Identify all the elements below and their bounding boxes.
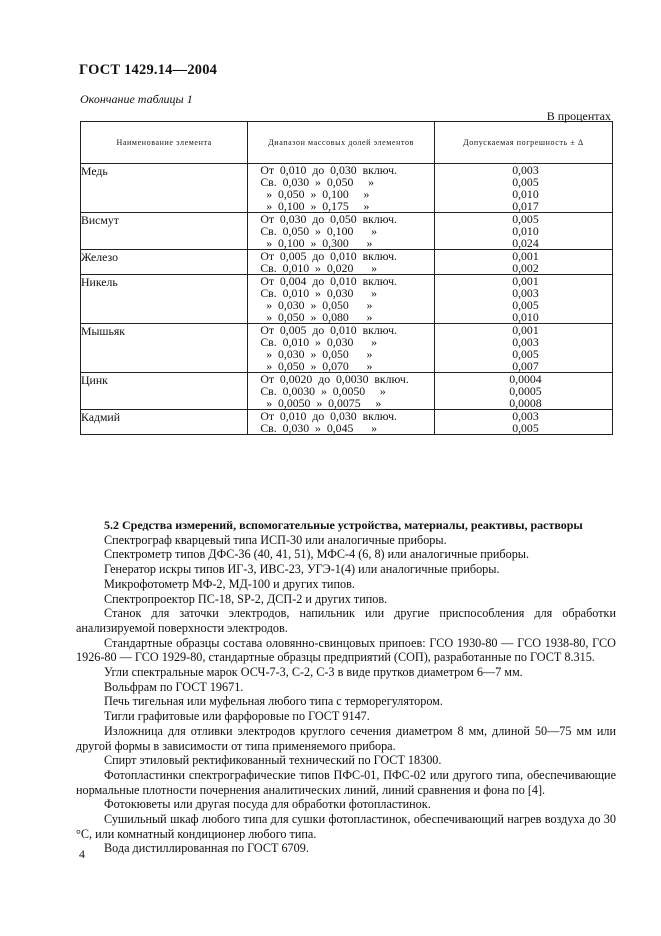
error-cell (434, 275, 612, 324)
error-value: 0,005 (512, 175, 539, 189)
range-cell (248, 164, 435, 213)
error-value: 0,010 (512, 310, 539, 324)
column-header-error: Допускаемая погрешность ± Δ (434, 122, 612, 164)
range-line: Св. 0,030 » 0,045 » (260, 421, 377, 435)
table-row (81, 213, 613, 250)
range-cell (248, 324, 435, 373)
range-line: Св. 0,010 » 0,020 » (260, 261, 377, 275)
section-paragraph: Вода дистиллированная по ГОСТ 6709. (104, 841, 309, 856)
range-line: Св. 0,050 » 0,100 » (260, 224, 377, 238)
range-line: » 0,030 » 0,050 » (260, 347, 373, 361)
element-name-cell: Мышьяк (81, 324, 248, 373)
section-paragraph: Генератор искры типов ИГ-3, ИВС-23, УГЭ-1(4) или аналогичные приборы. (104, 562, 500, 577)
error-value: 0,0004 (509, 372, 542, 386)
error-value: 0,010 (512, 187, 539, 201)
range-line: Св. 0,0030 » 0,0050 » (260, 384, 386, 398)
element-name-cell: Висмут (81, 213, 248, 250)
range-line: От 0,004 до 0,010 включ. (260, 274, 398, 288)
table-caption: Окончание таблицы 1 (80, 92, 193, 106)
section-paragraph: Спектрометр типов ДФС-36 (40, 41, 51), МФС-4 (6, 8) или аналогичные приборы. (104, 547, 530, 562)
table-row (81, 250, 613, 275)
error-value: 0,001 (512, 323, 539, 337)
error-value: 0,017 (512, 199, 539, 213)
range-line: Св. 0,030 » 0,050 » (260, 175, 375, 189)
range-line: Св. 0,010 » 0,030 » (260, 335, 377, 349)
error-cell (434, 324, 612, 373)
range-line: От 0,005 до 0,010 включ. (260, 249, 398, 263)
section-paragraph: Фотокюветы или другая посуда для обработки фотопластинок. (104, 797, 431, 812)
section-paragraph: Вольфрам по ГОСТ 19671. (104, 679, 244, 694)
error-value: 0,005 (512, 347, 539, 361)
range-line: От 0,010 до 0,030 включ. (260, 163, 398, 177)
table-row (81, 410, 613, 435)
element-name-cell: Кадмий (81, 410, 248, 435)
table-header-row (81, 122, 613, 164)
section-paragraph: Тигли графитовые или фарфоровые по ГОСТ 9147. (104, 709, 370, 724)
range-line: От 0,030 до 0,050 включ. (260, 212, 398, 226)
section-paragraph: Фотопластинки спектрографические типов ПФС-01, ПФС-02 или другого типа, обеспечивающие нормальные плотности почернения аналитических линий, линий сравнения и фона по [4]. (76, 767, 616, 797)
section-paragraphs (76, 533, 616, 856)
error-cell (434, 373, 612, 410)
table-row (81, 275, 613, 324)
error-value: 0,005 (512, 421, 539, 435)
table-row (81, 164, 613, 213)
range-line: » 0,050 » 0,100 » (260, 187, 370, 201)
column-header-element: Наименование элемента (81, 122, 248, 164)
element-name-cell: Никель (81, 275, 248, 324)
error-value: 0,010 (512, 224, 539, 238)
table-row (81, 324, 613, 373)
error-cell (434, 250, 612, 275)
error-value: 0,003 (512, 286, 539, 300)
column-header-range: Диапазон массовых долей элементов (248, 122, 435, 164)
element-name-cell: Железо (81, 250, 248, 275)
error-value: 0,003 (512, 335, 539, 349)
error-value: 0,003 (512, 409, 539, 423)
error-value: 0,005 (512, 212, 539, 226)
error-cell (434, 410, 612, 435)
section-paragraph: Печь тигельная или муфельная любого типа с терморегулятором. (104, 694, 443, 709)
section-paragraph: Угли спектральные марок ОСЧ-7-3, С-2, С-3 в виде прутков диаметром 6—7 мм. (104, 665, 523, 680)
error-cell (434, 164, 612, 213)
error-value: 0,024 (512, 236, 539, 250)
section-paragraph: Микрофотометр МФ-2, МД-100 и других типов. (104, 576, 355, 591)
page-number: 4 (79, 847, 85, 861)
range-line: » 0,100 » 0,175 » (260, 199, 370, 213)
error-value: 0,007 (512, 359, 539, 373)
error-value: 0,0005 (509, 384, 542, 398)
error-value: 0,0008 (509, 396, 542, 410)
error-value: 0,001 (512, 274, 539, 288)
range-line: От 0,0020 до 0,0030 включ. (260, 372, 409, 386)
range-line: От 0,010 до 0,030 включ. (260, 409, 398, 423)
error-value: 0,001 (512, 249, 539, 263)
range-cell (248, 410, 435, 435)
section-paragraph: Изложница для отливки электродов круглого сечения диаметром 8 мм, длиной 50—75 мм или другой формы в зависимости от типа применяемого прибора. (76, 723, 616, 753)
range-line: » 0,050 » 0,080 » (260, 310, 373, 324)
section-paragraph: Сушильный шкаф любого типа для сушки фотопластинок, обеспечивающий нагрев воздуха до 30 °С, или комнатный кондиционер любого типа. (76, 812, 616, 841)
error-value: 0,005 (512, 298, 539, 312)
composition-table (80, 121, 613, 435)
section-paragraph: Стандартные образцы состава оловянно-свинцовых припоев: ГСО 1930-80 — ГСО 1938-80, ГСО 1926-80 — ГСО 1929-80, стандартные образцы предприятий (СОП), разработанные по ГОСТ 8.315. (76, 635, 616, 665)
range-line: Св. 0,010 » 0,030 » (260, 286, 377, 300)
error-value: 0,003 (512, 163, 539, 177)
element-name-cell: Медь (81, 164, 248, 213)
range-line: От 0,005 до 0,010 включ. (260, 323, 398, 337)
section-paragraph: Станок для заточки электродов, напильник или другие приспособления для обработки анализируемой поверхности электродов. (76, 606, 616, 635)
section-paragraph: Спектропроектор ПС-18, SP-2, ДСП-2 и других типов. (104, 591, 388, 606)
range-line: » 0,0050 » 0,0075 » (260, 396, 382, 410)
range-line: » 0,050 » 0,070 » (260, 359, 373, 373)
section-heading: 5.2 Средства измерений, вспомогательные устройства, материалы, реактивы, растворы (104, 518, 583, 532)
section-paragraph: Спектрограф кварцевый типа ИСП-30 или аналогичные приборы. (104, 532, 447, 547)
section-5-2 (76, 518, 616, 856)
range-line: » 0,100 » 0,300 » (260, 236, 373, 250)
range-line: » 0,030 » 0,050 » (260, 298, 373, 312)
table-unit: В процентах (546, 109, 611, 123)
table-row (81, 373, 613, 410)
section-paragraph: Спирт этиловый ректификованный технический по ГОСТ 18300. (104, 753, 442, 768)
range-cell (248, 275, 435, 324)
error-cell (434, 213, 612, 250)
element-name-cell: Цинк (81, 373, 248, 410)
range-cell (248, 213, 435, 250)
range-cell (248, 250, 435, 275)
document-header-title: ГОСТ 1429.14—2004 (79, 62, 218, 78)
error-value: 0,002 (512, 261, 539, 275)
range-cell (248, 373, 435, 410)
